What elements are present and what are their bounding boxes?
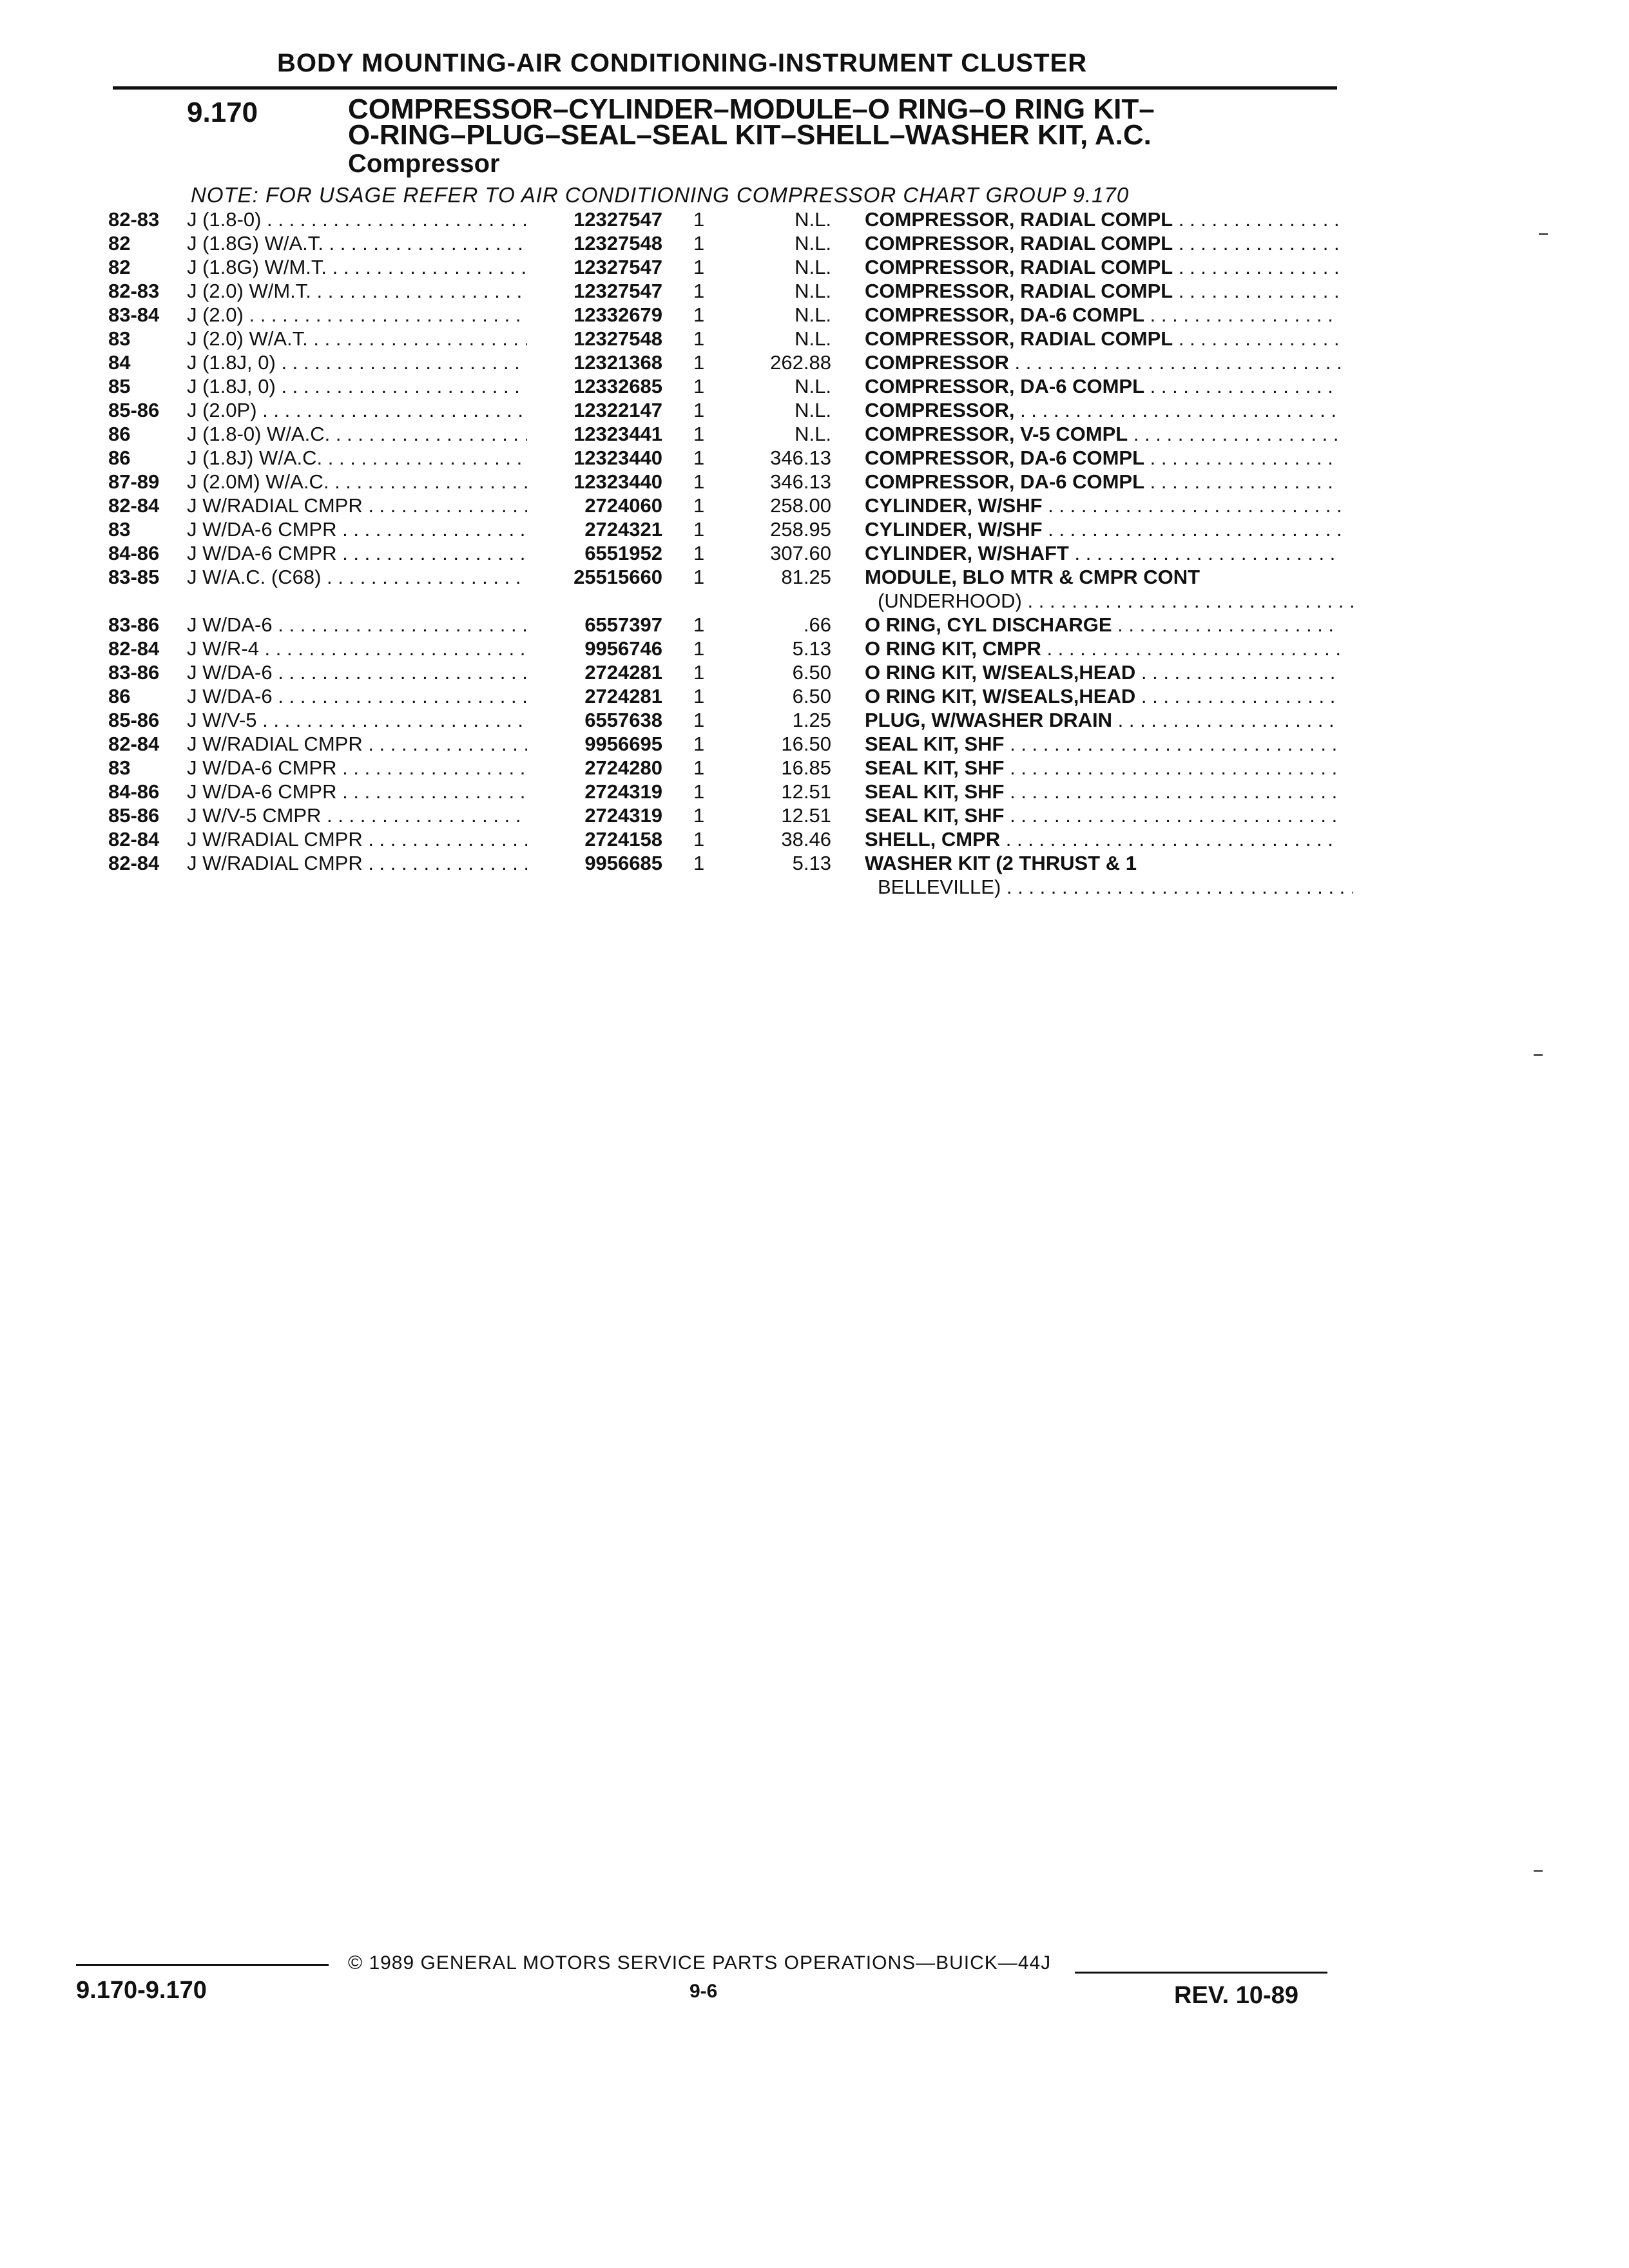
description: SEAL KIT, SHF . . . — [865, 780, 1340, 803]
part-number: 12322147 — [574, 399, 662, 421]
description: SEAL KIT, SHF . . . — [865, 803, 1340, 827]
price: 262.88 — [770, 351, 831, 374]
price: 38.46 — [781, 828, 831, 850]
price: N.L. — [795, 256, 831, 278]
footer-revision: REV. 10-89 — [1174, 1982, 1298, 2009]
part-number: 25515660 — [574, 566, 662, 588]
part-number: 12323440 — [574, 470, 662, 493]
part-number: 2724319 — [584, 780, 662, 803]
quantity: 1 — [693, 303, 705, 326]
quantity: 1 — [693, 804, 705, 827]
parts-row — [0, 780, 1629, 803]
model-year: 83-86 — [108, 661, 160, 684]
description: O RING KIT, W/SEALS,HEAD . . . — [865, 684, 1340, 708]
description: SEAL KIT, SHF . . . — [865, 732, 1340, 756]
parts-row — [0, 541, 1629, 565]
quantity: 1 — [693, 756, 705, 779]
quantity: 1 — [693, 661, 705, 684]
price: 346.13 — [770, 470, 831, 493]
description: COMPRESSOR . . . — [865, 351, 1340, 374]
price: 258.00 — [770, 494, 831, 517]
model-year: 83-84 — [108, 303, 160, 326]
model-year: 82-84 — [108, 733, 160, 755]
quantity: 1 — [693, 828, 705, 850]
parts-row — [0, 732, 1629, 756]
application: J W/DA-6 . . . — [187, 684, 527, 708]
application: J W/RADIAL CMPR . . . — [187, 851, 527, 875]
model-year: 82-84 — [108, 637, 160, 660]
price: .66 — [803, 613, 831, 636]
application: J W/A.C. (C68) . . . — [187, 565, 527, 589]
part-number: 12332685 — [574, 375, 662, 398]
description: COMPRESSOR, RADIAL COMPL . . . — [865, 207, 1340, 231]
price: 12.51 — [781, 804, 831, 827]
price: N.L. — [795, 423, 831, 445]
price: 346.13 — [770, 447, 831, 469]
description: O RING, CYL DISCHARGE . . . — [865, 613, 1340, 637]
section-title-line-2: O-RING–PLUG–SEAL–SEAL KIT–SHELL–WASHER KIT, A.C. — [348, 119, 1152, 151]
quantity: 1 — [693, 566, 705, 588]
application: J (1.8J, 0) . . . — [187, 374, 527, 398]
description: COMPRESSOR, RADIAL COMPL . . . — [865, 255, 1340, 279]
parts-row — [0, 374, 1629, 398]
model-year: 82 — [108, 256, 131, 278]
application: J (1.8-0) . . . — [187, 207, 527, 231]
description: MODULE, BLO MTR & CMPR CONT — [865, 566, 1200, 588]
parts-row — [0, 684, 1629, 708]
model-year: 84 — [108, 351, 131, 374]
application: J (1.8-0) W/A.C. . . . — [187, 422, 527, 446]
price: 12.51 — [781, 780, 831, 803]
quantity: 1 — [693, 208, 705, 231]
price: N.L. — [795, 280, 831, 302]
model-year: 82-84 — [108, 852, 160, 874]
description: O RING KIT, W/SEALS,HEAD . . . — [865, 660, 1340, 684]
part-number: 2724060 — [584, 494, 662, 517]
part-number: 6557638 — [584, 709, 662, 731]
header-rule — [113, 86, 1337, 90]
section-title-line-1: COMPRESSOR–CYLINDER–MODULE–O RING–O RING KIT– — [348, 93, 1155, 125]
application: J W/RADIAL CMPR . . . — [187, 827, 527, 851]
description: CYLINDER, W/SHF . . . — [865, 517, 1340, 541]
part-number: 2724280 — [584, 756, 662, 779]
footer-rule-right — [1075, 1972, 1327, 1974]
description: WASHER KIT (2 THRUST & 1 — [865, 852, 1137, 874]
parts-row — [0, 803, 1629, 827]
application: J W/V-5 CMPR . . . — [187, 803, 527, 827]
footer-page-number: 9-6 — [689, 1981, 718, 2002]
section-subtitle: Compressor — [348, 149, 500, 178]
model-year: 83 — [108, 518, 131, 541]
description: SEAL KIT, SHF . . . — [865, 756, 1340, 780]
parts-row — [0, 517, 1629, 541]
price: N.L. — [795, 327, 831, 350]
part-number: 12321368 — [574, 351, 662, 374]
application: J W/DA-6 CMPR . . . — [187, 756, 527, 780]
quantity: 1 — [693, 447, 705, 469]
footer-copyright: © 1989 GENERAL MOTORS SERVICE PARTS OPERATIONS—BUICK—44J — [348, 1952, 1052, 1974]
parts-row — [0, 398, 1629, 422]
parts-row — [0, 422, 1629, 446]
margin-mark — [1534, 1054, 1543, 1056]
price: 81.25 — [781, 566, 831, 588]
quantity: 1 — [693, 256, 705, 278]
parts-row — [0, 351, 1629, 374]
description: COMPRESSOR, DA-6 COMPL . . . — [865, 470, 1340, 494]
price: 6.50 — [792, 661, 831, 684]
description: COMPRESSOR, DA-6 COMPL . . . — [865, 374, 1340, 398]
model-year: 87-89 — [108, 470, 160, 493]
parts-row — [0, 207, 1629, 231]
model-year: 86 — [108, 685, 131, 707]
part-number: 2724281 — [584, 685, 662, 707]
quantity: 1 — [693, 780, 705, 803]
model-year: 84-86 — [108, 542, 160, 564]
price: 5.13 — [792, 852, 831, 874]
application: J (2.0M) W/A.C. . . . — [187, 470, 527, 494]
parts-row — [0, 851, 1629, 875]
part-number: 6557397 — [584, 613, 662, 636]
model-year: 86 — [108, 447, 131, 469]
quantity: 1 — [693, 733, 705, 755]
quantity: 1 — [693, 685, 705, 707]
model-year: 85-86 — [108, 399, 160, 421]
price: N.L. — [795, 399, 831, 421]
model-year: 82-84 — [108, 494, 160, 517]
quantity: 1 — [693, 375, 705, 398]
quantity: 1 — [693, 494, 705, 517]
quantity: 1 — [693, 709, 705, 731]
quantity: 1 — [693, 518, 705, 541]
part-number: 2724158 — [584, 828, 662, 850]
parts-row — [0, 470, 1629, 494]
parts-row — [0, 303, 1629, 327]
model-year: 82-83 — [108, 208, 160, 231]
model-year: 83 — [108, 756, 131, 779]
parts-row — [0, 279, 1629, 303]
description: COMPRESSOR, DA-6 COMPL . . . — [865, 303, 1340, 327]
quantity: 1 — [693, 542, 705, 564]
part-number: 12327548 — [574, 327, 662, 350]
model-year: 83-86 — [108, 613, 160, 636]
parts-row-continuation — [0, 589, 1629, 613]
description-continued: (UNDERHOOD) . . . — [878, 589, 1353, 613]
quantity: 1 — [693, 423, 705, 445]
part-number: 12332679 — [574, 303, 662, 326]
description: COMPRESSOR, V-5 COMPL . . . — [865, 422, 1340, 446]
parts-row — [0, 637, 1629, 660]
description: SHELL, CMPR . . . — [865, 827, 1340, 851]
part-number: 2724281 — [584, 661, 662, 684]
model-year: 83-85 — [108, 566, 160, 588]
application: J W/RADIAL CMPR . . . — [187, 494, 527, 517]
part-number: 12327547 — [574, 208, 662, 231]
price: 16.85 — [781, 756, 831, 779]
application: J (1.8G) W/M.T. . . . — [187, 255, 527, 279]
application: J W/V-5 . . . — [187, 708, 527, 732]
model-year: 82 — [108, 232, 131, 255]
price: 1.25 — [792, 709, 831, 731]
model-year: 86 — [108, 423, 131, 445]
description-continued: BELLEVILLE) . . . — [878, 875, 1353, 899]
usage-note: NOTE: FOR USAGE REFER TO AIR CONDITIONING COMPRESSOR CHART GROUP 9.170 — [191, 183, 1130, 207]
parts-row — [0, 827, 1629, 851]
description: COMPRESSOR, RADIAL COMPL . . . — [865, 279, 1340, 303]
description: CYLINDER, W/SHF . . . — [865, 494, 1340, 517]
quantity: 1 — [693, 613, 705, 636]
part-number: 9956746 — [584, 637, 662, 660]
model-year: 82-83 — [108, 280, 160, 302]
quantity: 1 — [693, 470, 705, 493]
application: J W/DA-6 . . . — [187, 613, 527, 637]
application: J W/DA-6 CMPR . . . — [187, 541, 527, 565]
section-title — [348, 93, 1155, 151]
part-number: 9956685 — [584, 852, 662, 874]
page-header-title: BODY MOUNTING-AIR CONDITIONING-INSTRUMENT CLUSTER — [277, 49, 1088, 77]
price: 6.50 — [792, 685, 831, 707]
application: J (1.8J) W/A.C. . . . — [187, 446, 527, 470]
quantity: 1 — [693, 399, 705, 421]
description: COMPRESSOR, RADIAL COMPL . . . — [865, 231, 1340, 255]
price: 5.13 — [792, 637, 831, 660]
footer-section-range: 9.170-9.170 — [76, 1977, 207, 2004]
application: J W/DA-6 CMPR . . . — [187, 780, 527, 803]
price: N.L. — [795, 375, 831, 398]
parts-row — [0, 494, 1629, 517]
price: 307.60 — [770, 542, 831, 564]
parts-row — [0, 231, 1629, 255]
part-number: 12327547 — [574, 256, 662, 278]
quantity: 1 — [693, 280, 705, 302]
parts-row — [0, 255, 1629, 279]
description: COMPRESSOR, DA-6 COMPL . . . — [865, 446, 1340, 470]
parts-row — [0, 660, 1629, 684]
part-number: 12323440 — [574, 447, 662, 469]
description: CYLINDER, W/SHAFT . . . — [865, 541, 1340, 565]
parts-row-continuation — [0, 875, 1629, 899]
model-year: 82-84 — [108, 828, 160, 850]
quantity: 1 — [693, 232, 705, 255]
part-number: 12327547 — [574, 280, 662, 302]
parts-row — [0, 327, 1629, 351]
model-year: 85-86 — [108, 804, 160, 827]
application: J (1.8G) W/A.T. . . . — [187, 231, 527, 255]
description: O RING KIT, CMPR . . . — [865, 637, 1340, 660]
parts-row — [0, 708, 1629, 732]
application: J W/DA-6 . . . — [187, 660, 527, 684]
model-year: 83 — [108, 327, 131, 350]
model-year: 85 — [108, 375, 131, 398]
margin-mark — [1534, 1870, 1543, 1872]
description: COMPRESSOR, . . . — [865, 398, 1340, 422]
price: N.L. — [795, 303, 831, 326]
parts-row — [0, 756, 1629, 780]
part-number: 6551952 — [584, 542, 662, 564]
application: J W/DA-6 CMPR . . . — [187, 517, 527, 541]
description: PLUG, W/WASHER DRAIN . . . — [865, 708, 1340, 732]
part-number: 2724319 — [584, 804, 662, 827]
application: J (2.0) W/M.T. . . . — [187, 279, 527, 303]
margin-mark — [1539, 233, 1548, 235]
description: COMPRESSOR, RADIAL COMPL . . . — [865, 327, 1340, 351]
part-number: 12327548 — [574, 232, 662, 255]
parts-row — [0, 613, 1629, 637]
parts-row — [0, 565, 1629, 589]
application: J W/R-4 . . . — [187, 637, 527, 660]
part-number: 9956695 — [584, 733, 662, 755]
quantity: 1 — [693, 351, 705, 374]
price: N.L. — [795, 208, 831, 231]
quantity: 1 — [693, 852, 705, 874]
quantity: 1 — [693, 637, 705, 660]
section-number: 9.170 — [187, 97, 258, 128]
part-number: 12323441 — [574, 423, 662, 445]
application: J (2.0) . . . — [187, 303, 527, 327]
model-year: 84-86 — [108, 780, 160, 803]
application: J (2.0) W/A.T. . . . — [187, 327, 527, 351]
price: 258.95 — [770, 518, 831, 541]
part-number: 2724321 — [584, 518, 662, 541]
application: J (2.0P) . . . — [187, 398, 527, 422]
quantity: 1 — [693, 327, 705, 350]
footer-rule-left — [76, 1964, 329, 1966]
model-year: 85-86 — [108, 709, 160, 731]
price: 16.50 — [781, 733, 831, 755]
application: J W/RADIAL CMPR . . . — [187, 732, 527, 756]
price: N.L. — [795, 232, 831, 255]
parts-row — [0, 446, 1629, 470]
application: J (1.8J, 0) . . . — [187, 351, 527, 374]
